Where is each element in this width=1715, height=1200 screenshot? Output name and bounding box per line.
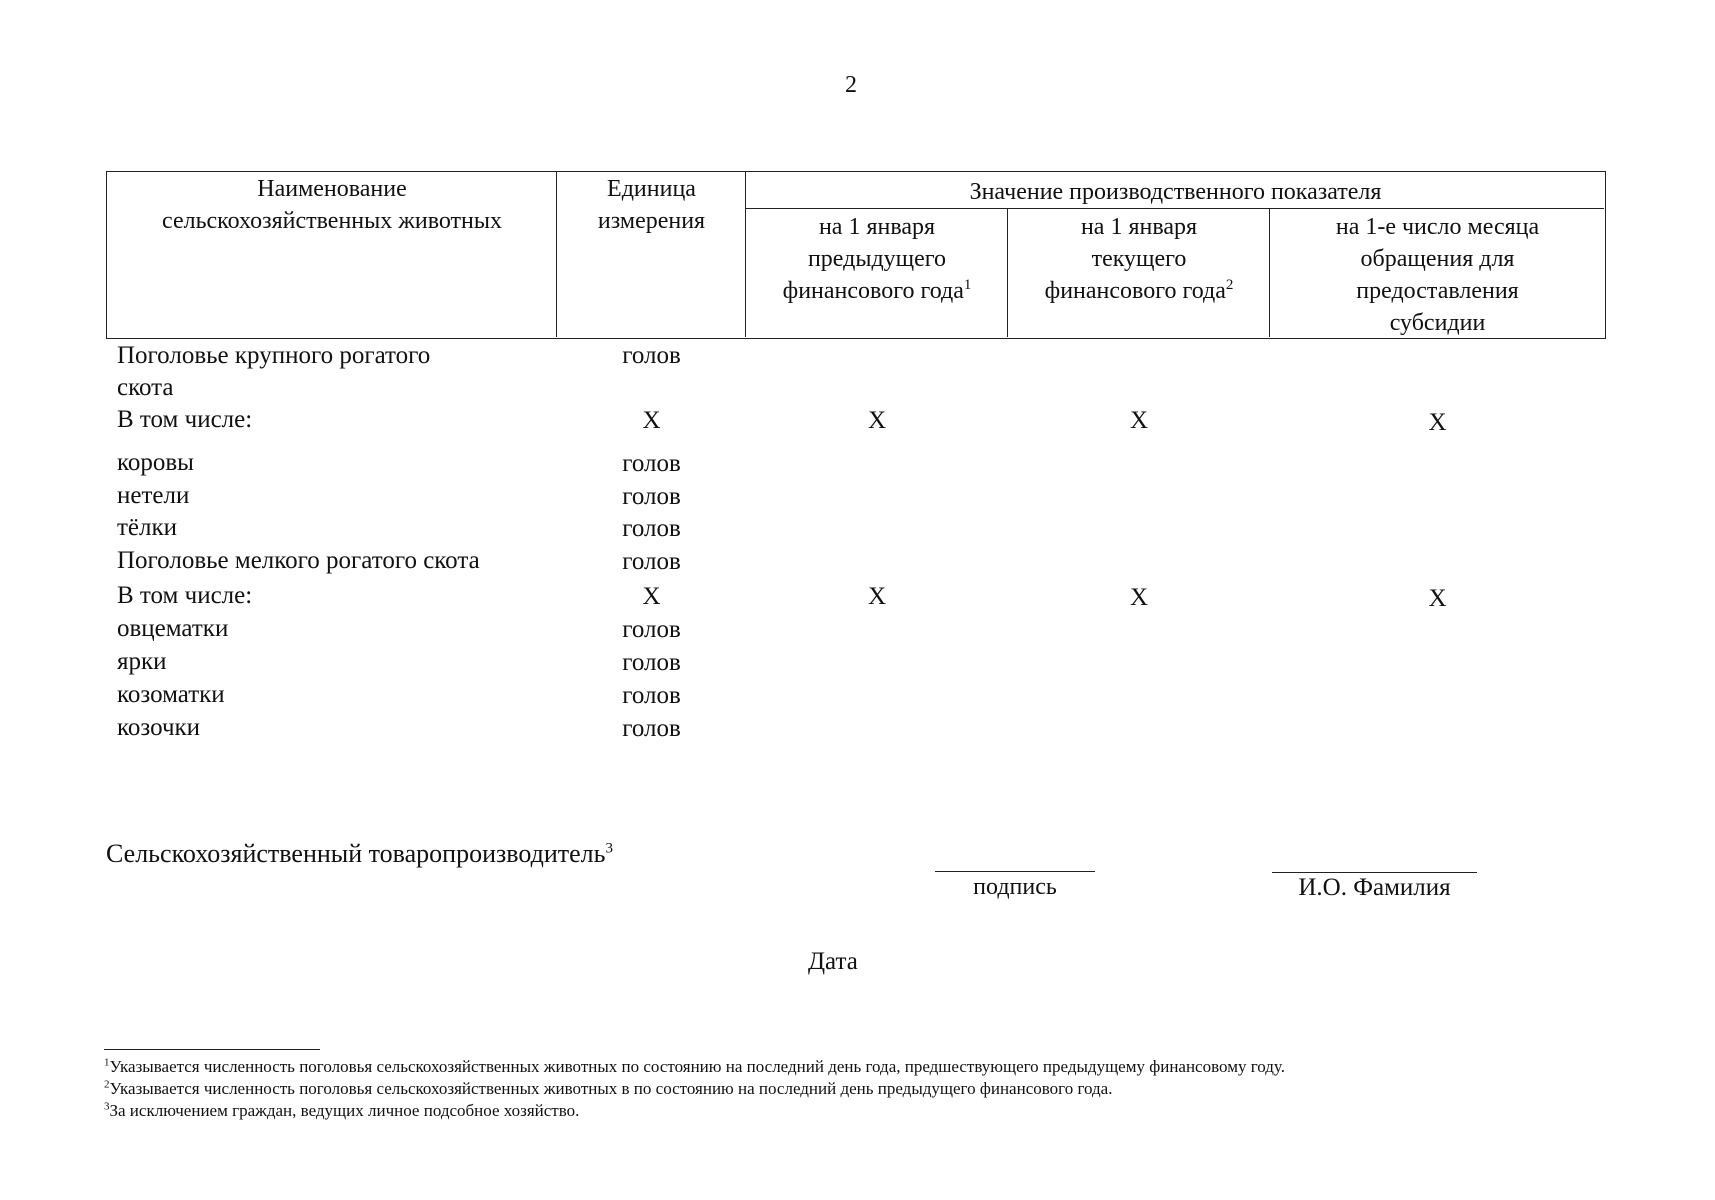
row-unit: голов [622,548,681,575]
date-label: Дата [808,948,858,975]
footnote: $^1$Указывается численность поголовья сельскохозяйственных животных по состоянию на последний день года, предшествующего предыдущему финансовому году. [104,1056,1285,1076]
row-value-month: Х [1428,585,1447,612]
row-unit: голов [622,450,681,477]
row-unit: Х [642,407,661,434]
row-unit: голов [622,515,681,542]
page-number: 2 [845,72,857,98]
row-label: нетели [117,482,190,509]
row-label: козочки [117,714,201,741]
row-label: В том числе: [117,582,253,609]
footnote: $^2$Указывается численность поголовья сельскохозяйственных животных в по состоянию на последний день предыдущего финансового года. [104,1078,1113,1098]
producer-label: Сельскохозяйственный товаропроизводитель$^3$ [106,839,613,868]
header-group-label: Значение производственного показателя [969,179,1382,205]
footnote-rule [104,1049,320,1050]
header-col-prev-year: на 1 января предыдущего финансового года$^1$ [782,214,972,304]
row-unit: голов [622,616,681,643]
header-col-current-year: на 1 января текущего финансового года$^2$ [1044,214,1234,304]
row-label: Поголовье мелкого рогатого скота [117,547,480,574]
header-name: Наименование сельскохозяйственных животных [162,176,502,234]
row-value-month: Х [1428,409,1447,436]
row-value-prev-year: Х [867,583,887,610]
row-unit: голов [622,483,681,510]
header-divider [1269,208,1270,337]
header-divider [556,171,557,337]
signature-caption: подпись [973,874,1057,900]
row-unit: голов [622,682,681,709]
header-col-month: на 1-е число месяца обращения для предоставления субсидии [1335,214,1540,336]
row-unit: голов [622,342,681,369]
row-label: ярки [117,648,167,675]
row-label: тёлки [117,514,178,541]
row-label: коровы [117,449,194,476]
row-value-current-year: Х [1129,407,1149,434]
row-label: Поголовье крупного рогатого скота [117,342,431,401]
header-unit: Единица измерения [597,176,706,234]
row-label: В том числе: [117,406,253,433]
header-divider [745,171,746,337]
row-value-current-year: Х [1129,584,1149,611]
footnote: $^3$За исключением граждан, ведущих личное подсобное хозяйство. [104,1100,580,1120]
row-unit: голов [622,715,681,742]
row-unit: голов [622,649,681,676]
row-value-prev-year: Х [867,407,887,434]
name-caption: И.О. Фамилия [1298,874,1451,901]
header-divider [1007,208,1008,337]
row-label: козоматки [117,681,225,708]
row-label: овцематки [117,615,229,642]
row-unit: Х [642,583,661,610]
header-divider [745,208,1604,209]
